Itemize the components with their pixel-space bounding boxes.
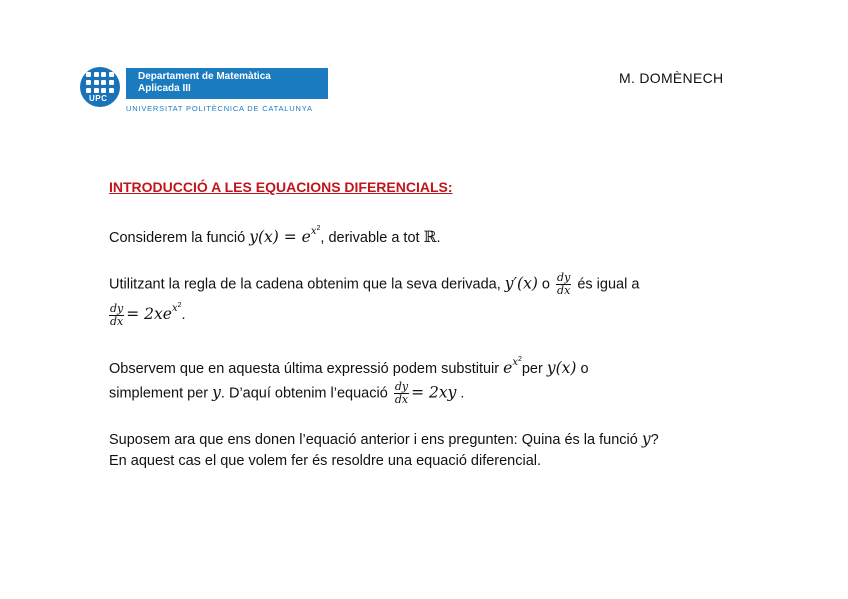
p1-end: . — [436, 230, 441, 246]
p3-exponent-power: 2 — [517, 356, 522, 363]
paragraph-2-line-1 — [109, 272, 639, 297]
p3-yx: y(x) — [546, 359, 577, 377]
page-title: INTRODUCCIÓ A LES EQUACIONS DIFERENCIALS: — [109, 179, 453, 195]
p2-or: o — [537, 276, 555, 293]
p3-y: y — [212, 383, 221, 402]
upc-logo — [80, 67, 330, 117]
paragraph-1 — [109, 225, 441, 246]
p3-line2-text: simplement per — [109, 385, 213, 402]
p1-exponent-power: 2 — [316, 225, 321, 232]
p3-fraction-dy-dx: $\frac{dy}{dx}$ — [394, 380, 409, 406]
p4-y: y — [641, 430, 651, 448]
department-line2: Aplicada III — [138, 83, 191, 94]
p3-end: . — [456, 385, 465, 402]
department-line1: Departament de Matemàtica — [138, 71, 271, 82]
university-name: UNIVERSITAT POLITÈCNICA DE CATALUNYA — [126, 104, 313, 113]
p2-fraction-dy-dx-2: $\frac{dy}{dx}$ — [110, 301, 124, 328]
p2-text: Utilitzant la regla de la cadena obtenim que la seva derivada, — [109, 276, 505, 293]
p1-math-function: y(x) = e — [249, 228, 311, 246]
p1-text: Considerem la funció — [109, 230, 250, 246]
p3-per: per — [521, 361, 547, 377]
department-name — [126, 68, 328, 99]
p2-text-after: és igual a — [573, 276, 640, 293]
paragraph-3-line-1 — [109, 356, 589, 377]
logo-badge: UPC — [89, 94, 108, 103]
p1-text-after: , derivable a tot — [320, 230, 424, 246]
p2-equation: = 2xe — [126, 305, 172, 323]
p2-exponent: x — [171, 303, 178, 314]
paragraph-4-line-1 — [109, 430, 659, 448]
p2-y-prime: y′(x) — [504, 274, 538, 293]
p2-end: . — [181, 307, 186, 323]
paragraph-3-line-2 — [109, 381, 464, 406]
p3-line2-mid: . D’aquí obtenim l’equació — [220, 385, 392, 402]
paragraph-4-line-2: En aquest cas el que volem fer és resoldre una equació diferencial. — [109, 453, 542, 469]
p3-text: Observem que en aquesta última expressió podem substituir — [109, 361, 504, 377]
p2-exponent-power: 2 — [177, 302, 182, 309]
p4-text: Suposem ara que ens donen l’equació anterior i ens pregunten: Quina és la funció — [109, 432, 642, 448]
p3-equation: = 2xy — [411, 383, 457, 402]
p4-question-mark: ? — [650, 432, 659, 448]
reals-symbol: ℝ — [423, 228, 437, 246]
p3-e: e — [503, 359, 513, 377]
p1-exponent: x — [310, 226, 317, 237]
p3-exponent: x — [512, 357, 518, 368]
paragraph-2-line-2 — [109, 302, 186, 328]
p3-line1-end: o — [576, 361, 589, 377]
p2-fraction-dy-dx: $\frac{dy}{dx}$ — [557, 271, 571, 297]
author-name: M. DOMÈNECH — [619, 70, 724, 86]
upc-emblem-icon — [80, 67, 120, 107]
